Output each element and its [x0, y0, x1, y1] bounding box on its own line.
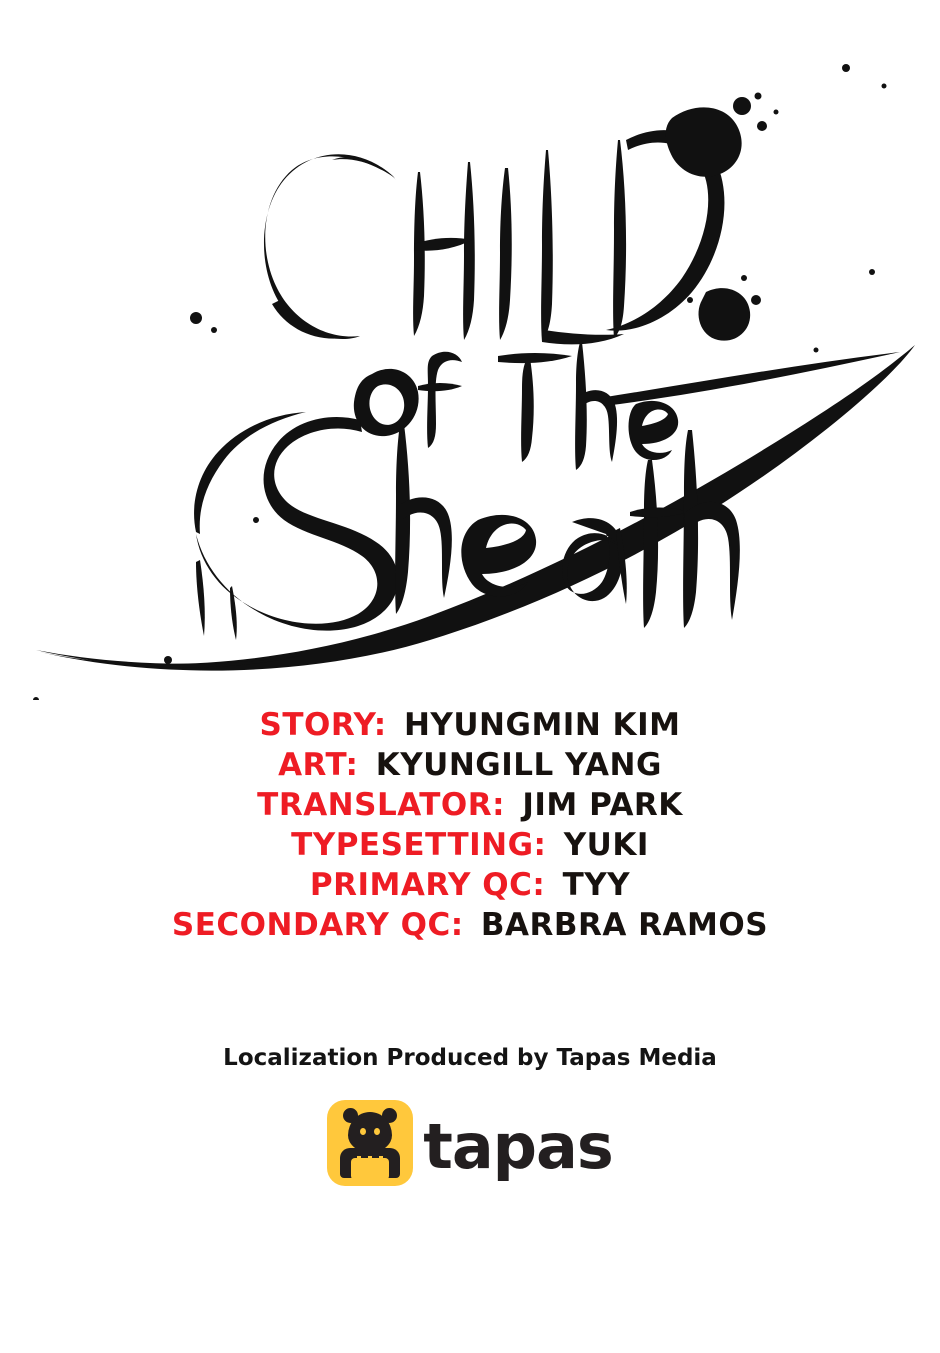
credit-value-secondary-qc: BARBRA RAMOS — [480, 907, 769, 943]
credit-line-typesetting — [0, 825, 940, 865]
credit-line-secondary-qc — [0, 905, 940, 945]
credit-role-art: ART: — [278, 747, 359, 783]
bear-book-line-2-icon — [368, 1156, 372, 1163]
credit-value-translator: JIM PARK — [522, 787, 683, 823]
credit-role-story: STORY: — [259, 707, 387, 743]
tapas-bear-logo-icon — [327, 1100, 413, 1186]
credit-line-primary-qc — [0, 865, 940, 905]
credit-role-typesetting: TYPESETTING: — [291, 827, 547, 863]
bear-head-icon — [348, 1112, 392, 1152]
tapas-logo — [0, 1100, 940, 1186]
credits-block — [0, 705, 940, 945]
tapas-wordmark: tapas — [423, 1110, 613, 1183]
credit-value-primary-qc: TYY — [562, 867, 631, 903]
credit-line-art — [0, 745, 940, 785]
credit-line-story — [0, 705, 940, 745]
bear-book-line-1-icon — [357, 1156, 361, 1163]
bear-book-line-3-icon — [379, 1156, 383, 1163]
credit-role-secondary-qc: SECONDARY QC: — [171, 907, 464, 943]
credit-line-translator — [0, 785, 940, 825]
credit-role-translator: TRANSLATOR: — [257, 787, 506, 823]
credit-value-art: KYUNGILL YANG — [375, 747, 662, 783]
credit-value-story: HYUNGMIN KIM — [403, 707, 681, 743]
localization-credit: Localization Produced by Tapas Media — [223, 1045, 717, 1071]
credit-role-primary-qc: PRIMARY QC: — [309, 867, 546, 903]
credit-value-typesetting: YUKI — [563, 827, 649, 863]
